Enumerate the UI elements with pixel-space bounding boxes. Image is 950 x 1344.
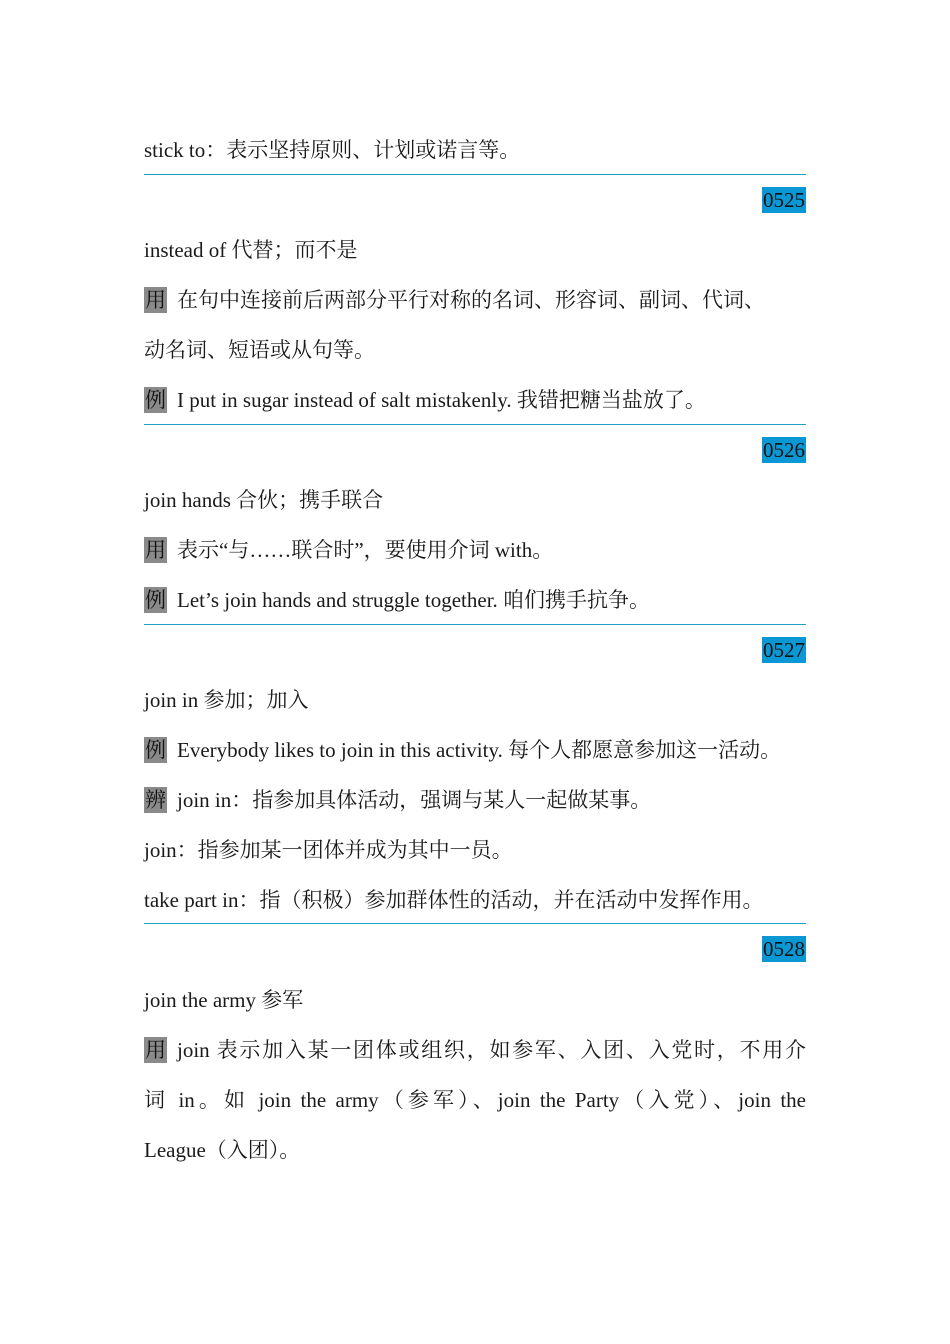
entry-0528-headword: join the army 参军 bbox=[144, 988, 304, 1012]
entry-0526-usage bbox=[144, 536, 806, 564]
usage-text: 在句中连接前后两部分平行对称的名词、形容词、副词、代词、 bbox=[177, 288, 765, 312]
example-text: I put in sugar instead of salt mistakenly. 我错把糖当盐放了。 bbox=[177, 388, 706, 412]
entry-divider bbox=[144, 174, 806, 175]
entry-number-0525: 0525 bbox=[763, 188, 805, 212]
entry-0527-example bbox=[144, 736, 806, 764]
usage-tag: 用 bbox=[145, 538, 166, 562]
entry-0525-usage-cont: 动名词、短语或从句等。 bbox=[144, 338, 375, 362]
entry-divider bbox=[144, 624, 806, 625]
entry-0527-headword: join in 参加；加入 bbox=[144, 688, 309, 712]
entry-0528-usage-cont: 词 in。如 join the army（参军）、join the Party（入党）、join the bbox=[144, 1088, 806, 1112]
example-text: Everybody likes to join in this activity. 每个人都愿意参加这一活动。 bbox=[177, 738, 782, 762]
entry-0527-distinguish-3: take part in：指（积极）参加群体性的活动，并在活动中发挥作用。 bbox=[144, 888, 764, 912]
entry-number-0528: 0528 bbox=[763, 937, 805, 961]
example-tag: 例 bbox=[145, 588, 166, 612]
entry-0527-distinguish bbox=[144, 786, 806, 814]
entry-0525-headword: instead of 代替；而不是 bbox=[144, 238, 358, 262]
usage-tag: 用 bbox=[145, 288, 166, 312]
entry-number-0526: 0526 bbox=[763, 438, 805, 462]
entry-0528-usage bbox=[144, 1036, 806, 1064]
entry-0524-tail: stick to：表示坚持原则、计划或诺言等。 bbox=[144, 138, 521, 162]
entry-0527-distinguish-2: join：指参加某一团体并成为其中一员。 bbox=[144, 838, 513, 862]
entry-number-0527: 0527 bbox=[763, 638, 805, 662]
entry-0528-usage-cont-2: League（入团）。 bbox=[144, 1138, 301, 1162]
entry-0525-usage bbox=[144, 286, 806, 314]
entry-divider bbox=[144, 923, 806, 924]
example-tag: 例 bbox=[145, 388, 166, 412]
example-text: Let’s join hands and struggle together. 咱们携手抗争。 bbox=[177, 588, 651, 612]
usage-text: join 表示加入某一团体或组织，如参军、入团、入党时，不用介 bbox=[177, 1038, 806, 1062]
usage-text: 表示“与……联合时”，要使用介词 with。 bbox=[177, 538, 554, 562]
entry-divider bbox=[144, 424, 806, 425]
distinguish-text: join in：指参加具体活动，强调与某人一起做某事。 bbox=[177, 788, 652, 812]
usage-tag: 用 bbox=[145, 1038, 166, 1062]
entry-0525-example bbox=[144, 386, 806, 414]
entry-0526-example bbox=[144, 586, 806, 614]
example-tag: 例 bbox=[145, 738, 166, 762]
entry-0526-headword: join hands 合伙；携手联合 bbox=[144, 488, 384, 512]
distinguish-tag: 辨 bbox=[145, 788, 166, 812]
